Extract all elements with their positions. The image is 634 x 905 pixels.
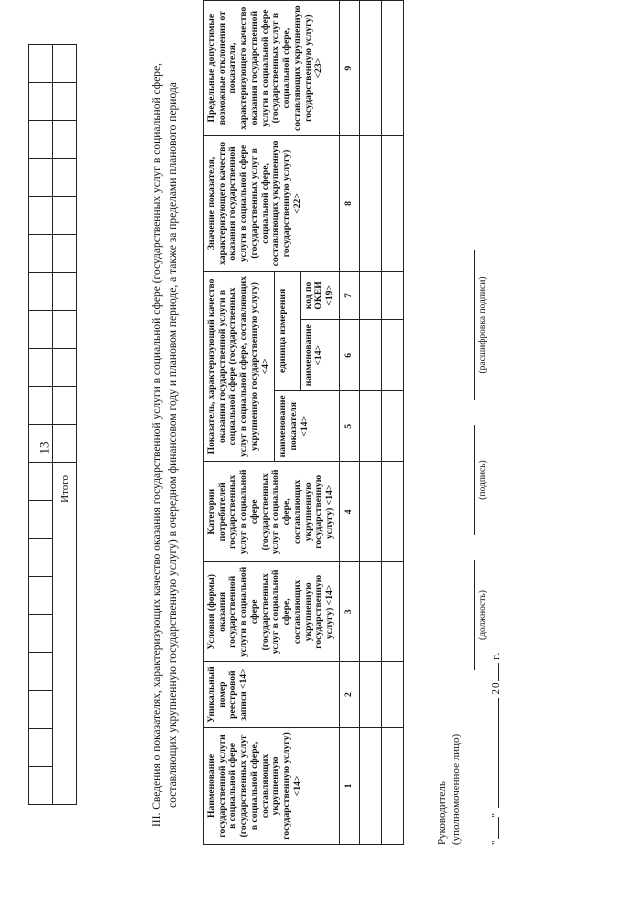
signatory-role-note: (уполномоченное лицо) bbox=[450, 733, 463, 845]
empty-cell bbox=[359, 136, 381, 271]
header-registry-number: Уникальный номер реестровой записи <14> bbox=[204, 662, 340, 728]
totals-cell bbox=[29, 539, 53, 577]
signature-title bbox=[435, 285, 464, 845]
quality-indicators-table bbox=[203, 0, 404, 845]
totals-cell bbox=[29, 349, 53, 387]
totals-row-top bbox=[29, 45, 53, 805]
name-blank bbox=[461, 250, 475, 400]
column-number: 8 bbox=[339, 136, 359, 271]
name-caption: (расшифровка подписи) bbox=[478, 276, 488, 374]
empty-cell bbox=[381, 562, 403, 662]
empty-cell bbox=[381, 662, 403, 728]
empty-cell bbox=[381, 136, 403, 271]
column-number: 5 bbox=[339, 391, 359, 462]
empty-cell bbox=[381, 727, 403, 844]
column-number: 4 bbox=[339, 462, 359, 562]
totals-cell bbox=[53, 197, 77, 235]
totals-cell bbox=[29, 767, 53, 805]
header-unit-group: единица измерения bbox=[275, 271, 300, 391]
totals-cell bbox=[29, 83, 53, 121]
signature-blank bbox=[461, 425, 475, 535]
empty-cell bbox=[359, 271, 381, 320]
header-row-1 bbox=[204, 1, 275, 845]
header-allowed-deviation: Предельные допустимые возможные отклонения от показателя, характеризующего качество оказания государственной услуги в социальной сфере (государственных услуг в социальной сфере, составляющих укрупненную государственную услугу) <23> bbox=[204, 1, 340, 136]
empty-row bbox=[359, 1, 381, 845]
totals-cell bbox=[29, 197, 53, 235]
header-consumer-categories: Категории потребителей государственных услуг в социальной сфере (государственных услуг в социальной сфере, составляющих укрупненную государственную услугу) <14> bbox=[204, 462, 340, 562]
empty-cell bbox=[381, 271, 403, 320]
empty-cell bbox=[381, 320, 403, 391]
signature-lines bbox=[461, 210, 501, 670]
totals-cell bbox=[53, 235, 77, 273]
empty-cell bbox=[359, 727, 381, 844]
totals-cell bbox=[29, 577, 53, 615]
header-okei-code: код по ОКЕИ <19> bbox=[300, 271, 339, 320]
date-line bbox=[488, 652, 502, 845]
totals-cell bbox=[29, 653, 53, 691]
year-suffix: г. bbox=[490, 651, 502, 660]
totals-cell bbox=[53, 159, 77, 197]
date-quote-open: " bbox=[490, 839, 502, 845]
totals-cell bbox=[53, 387, 77, 425]
totals-table bbox=[28, 44, 77, 805]
totals-cell bbox=[53, 45, 77, 83]
signature-caption: (подпись) bbox=[478, 460, 488, 500]
column-number: 3 bbox=[339, 562, 359, 662]
header-indicator-value: Значение показателя, характеризующего качество оказания государственной услуги в социальной сфере (государственных услуг в социальной сфере, составляющих укрупненную государственную услугу) <22> bbox=[204, 136, 340, 271]
column-number: 9 bbox=[339, 1, 359, 136]
day-blank bbox=[488, 818, 499, 840]
totals-cell bbox=[29, 463, 53, 501]
totals-cell bbox=[53, 83, 77, 121]
header-indicator-group: Показатель, характеризующий качество оказания государственной услуги в социальной сфере (государственных услуг в социальной сфере, составляющих укрупненную государственную услугу) <4> bbox=[204, 271, 275, 462]
date-quote-close: " bbox=[490, 812, 502, 818]
totals-cell bbox=[29, 425, 53, 463]
header-unit-name: наименование <14> bbox=[300, 320, 339, 391]
totals-cell bbox=[53, 121, 77, 159]
year-prefix: 20 bbox=[490, 681, 502, 695]
totals-cell bbox=[29, 235, 53, 273]
empty-row bbox=[381, 1, 403, 845]
column-number-row bbox=[339, 1, 359, 845]
empty-cell bbox=[359, 320, 381, 391]
totals-cell bbox=[29, 501, 53, 539]
header-service-name: Наименование государственной услуги в социальной сфере (государственных услуг в социальной сфере, составляющих укрупненную государственную услугу) <14> bbox=[204, 727, 340, 844]
signatory-role: Руководитель bbox=[436, 781, 448, 845]
totals-cell bbox=[53, 349, 77, 387]
totals-cell bbox=[29, 729, 53, 767]
empty-cell bbox=[359, 662, 381, 728]
header-indicator-name: наименование показателя <14> bbox=[275, 391, 339, 462]
totals-cell bbox=[29, 121, 53, 159]
totals-cell bbox=[29, 615, 53, 653]
empty-cell bbox=[381, 391, 403, 462]
totals-cell bbox=[29, 273, 53, 311]
totals-cell bbox=[53, 311, 77, 349]
year-blank bbox=[488, 664, 499, 682]
empty-cell bbox=[359, 562, 381, 662]
signature-block bbox=[435, 276, 488, 845]
position-caption: (должность) bbox=[478, 590, 488, 640]
page-number: 13 bbox=[36, 441, 52, 455]
totals-cell bbox=[53, 273, 77, 311]
month-blank bbox=[488, 698, 499, 808]
itogo-label: Итого bbox=[53, 463, 77, 805]
totals-cell bbox=[29, 387, 53, 425]
position-blank bbox=[461, 560, 475, 670]
column-number: 2 bbox=[339, 662, 359, 728]
section-title: III. Сведения о показателях, характеризующих качество оказания государственной услуги в социальной сфере (государственных услуг в социальной сфере, составляющих укрупненную государственную услугу) в очередном финансовом году и плановом периоде, а также за пределами планового периода bbox=[151, 62, 179, 828]
empty-cell bbox=[381, 462, 403, 562]
totals-cell bbox=[29, 311, 53, 349]
totals-cell bbox=[29, 691, 53, 729]
totals-cell bbox=[29, 159, 53, 197]
empty-cell bbox=[359, 1, 381, 136]
empty-cell bbox=[381, 1, 403, 136]
totals-cell bbox=[29, 45, 53, 83]
totals-row-itogo bbox=[53, 45, 77, 805]
empty-cell bbox=[359, 462, 381, 562]
column-number: 7 bbox=[339, 271, 359, 320]
empty-cell bbox=[359, 391, 381, 462]
column-number: 6 bbox=[339, 320, 359, 391]
column-number: 1 bbox=[339, 727, 359, 844]
header-conditions: Условия (формы) оказания государственной услуги в социальной сфере (государственных услуг в социальной сфере, составляющих укрупненную государственную услугу) <14> bbox=[204, 562, 340, 662]
totals-cell bbox=[53, 425, 77, 463]
